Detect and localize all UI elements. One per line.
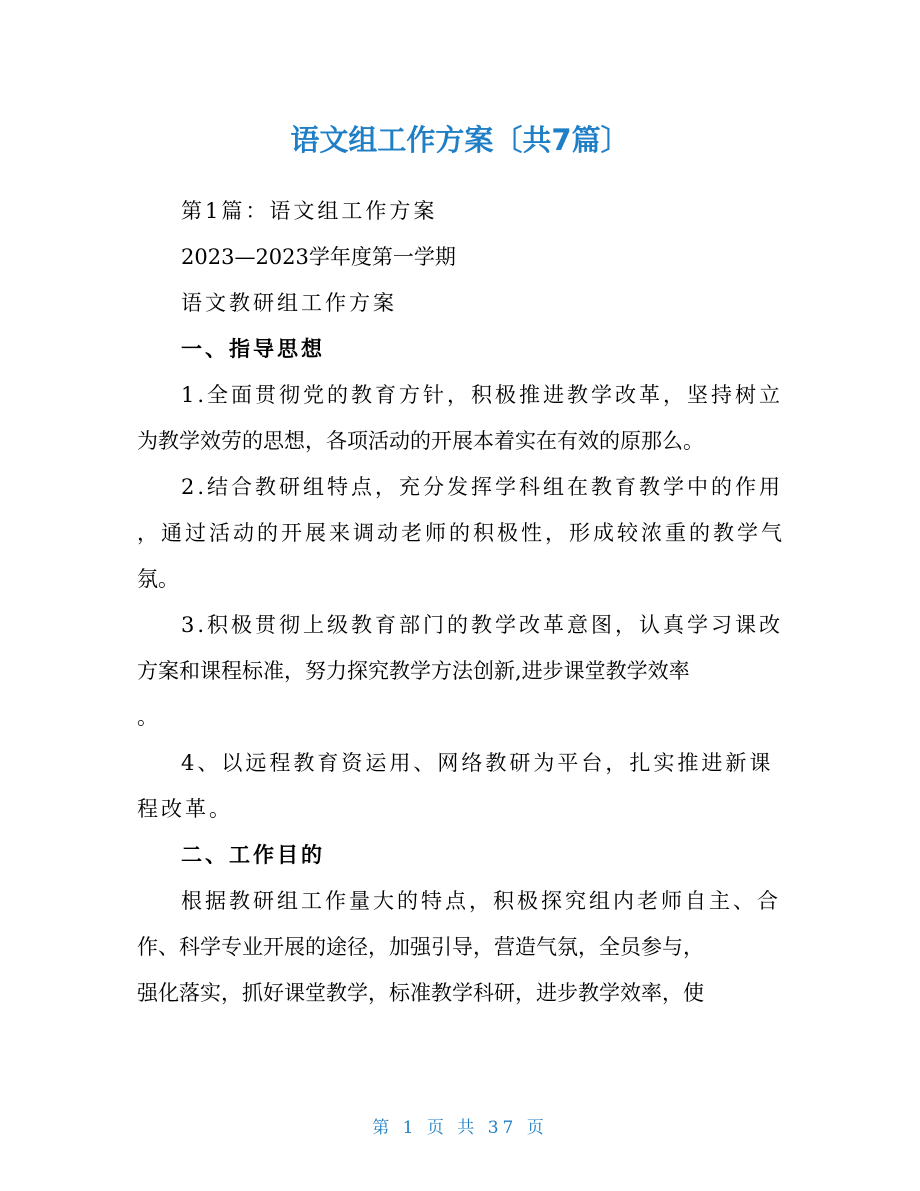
text-line: ，通过活动的开展来调动老师的积极性，形成较浓重的教学气 bbox=[137, 521, 785, 545]
section-heading: 一、指导思想 bbox=[181, 336, 325, 361]
text-line: 方案和课程标准，努力探究教学方法创新,进步课堂教学效率 bbox=[137, 659, 690, 683]
section-heading: 二、工作目的 bbox=[181, 842, 325, 867]
text-line: 强化落实，抓好课堂教学，标准教学科研，进步教学效率，使 bbox=[137, 981, 704, 1005]
text-line: 4、以远程教育资运用、网络教研为平台，扎实推进新课 bbox=[181, 751, 774, 775]
page-footer: 第 1 页 共 37 页 bbox=[372, 1118, 548, 1138]
text-line: 程改革。 bbox=[137, 797, 233, 821]
text-line: 作、科学专业开展的途径，加强引导，营造气氛，全员参与， bbox=[137, 935, 704, 959]
document-body bbox=[137, 188, 787, 1016]
text-line: 1.全面贯彻党的教育方针，积极推进教学改革，坚持树立 bbox=[181, 383, 784, 407]
text-line: 语文教研组工作方案 bbox=[181, 291, 397, 315]
text-line: 。 bbox=[137, 705, 158, 729]
document-title: 语文组工作方案〔共7篇〕 bbox=[290, 123, 630, 157]
text-line: 氛。 bbox=[137, 567, 179, 591]
text-line: 根据教研组工作量大的特点，积极探究组内老师自主、合 bbox=[181, 889, 781, 913]
text-line: 3.积极贯彻上级教育部门的教学改革意图，认真学习课改 bbox=[181, 613, 784, 637]
text-line: 为教学效劳的思想，各项活动的开展本着实在有效的原那么。 bbox=[137, 429, 704, 453]
text-line: 2.结合教研组特点，充分发挥学科组在教育教学中的作用 bbox=[181, 475, 784, 499]
text-line: 2023—2023学年度第一学期 bbox=[181, 245, 456, 269]
text-line: 第1篇：语文组工作方案 bbox=[181, 199, 438, 223]
